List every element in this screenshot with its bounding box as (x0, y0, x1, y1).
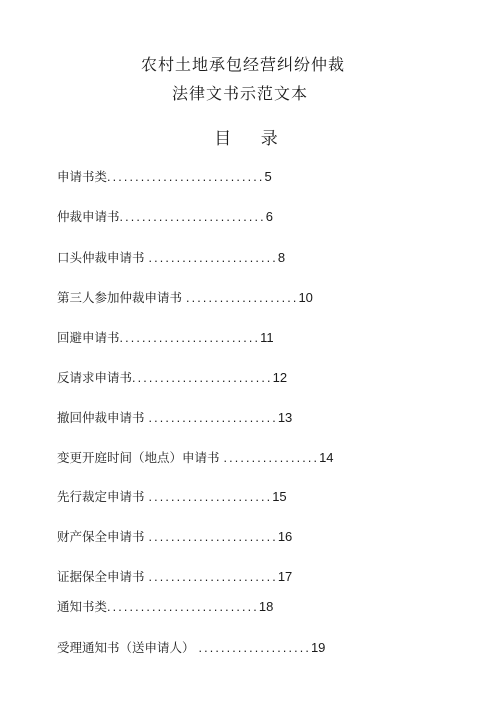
toc-entry-page: 10 (298, 290, 313, 305)
toc-entry-leader: .................... (198, 641, 311, 655)
toc-entry (57, 489, 287, 505)
toc-entry-page: 5 (264, 169, 272, 184)
toc-entry (57, 569, 292, 585)
toc-entry-page: 6 (265, 209, 273, 224)
toc-entry (57, 640, 325, 656)
toc-entry (57, 529, 292, 545)
toc-entry-page: 8 (277, 250, 286, 265)
toc-entry-leader: ....................... (148, 530, 278, 544)
toc-entry-page: 11 (260, 330, 274, 345)
toc-entry-label: 回避申请书 (57, 330, 120, 345)
toc-entry-label: 财产保全申请书 (57, 529, 149, 544)
toc-entry-leader: ....................... (148, 570, 278, 584)
toc-entry-label: 仲裁申请书 (57, 209, 120, 224)
toc-entry (57, 250, 285, 266)
toc-entry-leader: ................. (223, 451, 320, 465)
document-subtitle: 法律文书示范文本 (171, 84, 308, 103)
toc-entry (57, 169, 272, 185)
toc-entry (57, 209, 273, 225)
toc-entry-label: 撤回仲裁申请书 (57, 410, 149, 425)
toc-entry-page: 19 (310, 640, 326, 655)
toc-entry-leader: ........................... (107, 600, 259, 614)
toc-entry (57, 410, 292, 426)
toc-entry-page: 18 (258, 599, 274, 614)
toc-entry-label: 受理通知书（送申请人） (57, 640, 199, 655)
toc-entry-label: 通知书类 (57, 599, 108, 614)
document-title: 农村土地承包经营纠纷仲裁 (140, 55, 345, 74)
toc-entry-leader: ...................... (148, 490, 273, 504)
toc-entry-page: 17 (277, 569, 293, 584)
toc-entry-page: 15 (272, 489, 287, 504)
toc-entry (57, 330, 274, 346)
toc-entry-label: 证据保全申请书 (57, 569, 149, 584)
toc-entry-page: 12 (272, 370, 288, 385)
toc-entry (57, 599, 273, 615)
toc-entry (57, 370, 287, 386)
toc-entry-page: 14 (319, 450, 334, 465)
toc-entry-label: 第三人参加仲裁申请书 (57, 290, 186, 305)
toc-entry-page: 13 (277, 410, 293, 425)
toc-entry-label: 反请求申请书 (57, 370, 133, 385)
toc-entry-leader: ......................... (119, 331, 261, 345)
toc-entry-leader: .................... (185, 291, 299, 305)
toc-entry-page: 16 (277, 529, 293, 544)
toc-entry-leader: ......................... (132, 371, 273, 385)
toc-entry-label: 口头仲裁申请书 (57, 250, 149, 265)
toc-heading: 目 录 (214, 129, 290, 149)
toc-entry-leader: ....................... (148, 251, 278, 265)
toc-entry-leader: ....................... (148, 411, 278, 425)
toc-entry (57, 290, 313, 306)
toc-entry-label: 申请书类 (57, 169, 108, 184)
toc-entry-leader: .......................... (119, 210, 266, 224)
toc-entry-label: 先行裁定申请书 (57, 489, 149, 504)
toc-entry (57, 450, 334, 466)
toc-entry-leader: ............................ (107, 170, 265, 184)
toc-entry-label: 变更开庭时间（地点）申请书 (57, 450, 224, 465)
